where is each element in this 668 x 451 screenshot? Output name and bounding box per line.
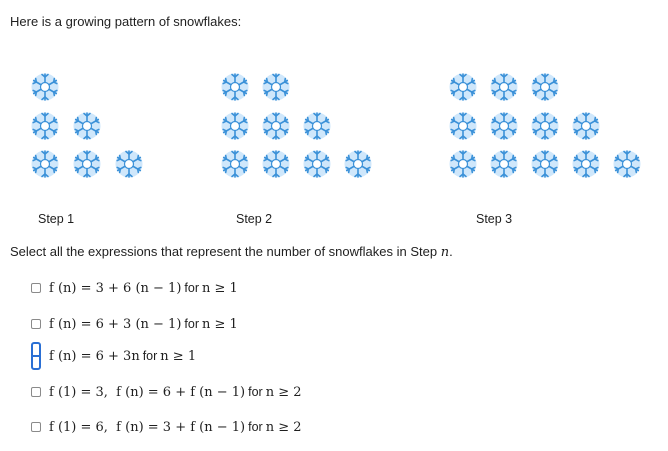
- option-expression: f (n) = 6 + 3 (n − 1): [49, 316, 182, 332]
- question-prompt: [10, 244, 453, 260]
- answer-option-5[interactable]: [31, 417, 302, 437]
- snowflake-icon: [114, 149, 144, 179]
- option-condition: n ≥ 1: [202, 280, 238, 296]
- prompt-text: Select all the expressions that represent the number of snowflakes in Step: [10, 244, 441, 259]
- snowflake-icon: [343, 149, 373, 179]
- snowflake-icon: [261, 149, 291, 179]
- option-expression: f (n) = 3 + 6 (n − 1): [49, 280, 182, 296]
- option-condition: n ≥ 1: [202, 316, 238, 332]
- option-expression: f (n) = 6 + 3n: [49, 348, 140, 364]
- answer-option-2[interactable]: [31, 314, 238, 334]
- snowflake-icon: [30, 111, 60, 141]
- snowflake-icon: [302, 149, 332, 179]
- option-for: for: [184, 281, 199, 295]
- snowflake-icon: [30, 72, 60, 102]
- snowflake-icon: [530, 111, 560, 141]
- snowflake-icon: [261, 111, 291, 141]
- snowflake-icon: [571, 111, 601, 141]
- checkbox[interactable]: [31, 387, 41, 397]
- snowflake-icon: [220, 149, 250, 179]
- snowflake-icon: [261, 72, 291, 102]
- option-for: for: [248, 385, 263, 399]
- option-condition: n ≥ 2: [265, 384, 302, 400]
- option-expression: f (1) = 3, f (n) = 6 + f (n − 1): [49, 384, 246, 400]
- snowflake-icon: [302, 111, 332, 141]
- snowflake-icon: [448, 149, 478, 179]
- snowflake-icon: [489, 149, 519, 179]
- snowflake-icon: [220, 72, 250, 102]
- option-condition: n ≥ 1: [160, 348, 197, 364]
- step-3-label: Step 3: [476, 212, 513, 226]
- step-1-label: Step 1: [38, 212, 75, 226]
- option-for: for: [184, 317, 199, 331]
- step-2-label: Step 2: [236, 212, 273, 226]
- snowflake-icon: [448, 72, 478, 102]
- answer-option-3[interactable]: [31, 346, 196, 366]
- option-condition: n ≥ 2: [265, 419, 302, 435]
- answer-option-4[interactable]: [31, 382, 302, 402]
- snowflake-icon: [220, 111, 250, 141]
- snowflake-icon: [612, 149, 642, 179]
- option-expression: f (1) = 6, f (n) = 3 + f (n − 1): [49, 419, 246, 435]
- snowflake-icon: [530, 72, 560, 102]
- snowflake-icon: [448, 111, 478, 141]
- checkbox[interactable]: [31, 319, 41, 329]
- snowflake-icon: [530, 149, 560, 179]
- snowflake-icon: [72, 149, 102, 179]
- snowflake-icon: [489, 111, 519, 141]
- snowflake-icon: [571, 149, 601, 179]
- option-for: for: [248, 420, 263, 434]
- intro-text: Here is a growing pattern of snowflakes:: [10, 14, 242, 29]
- checkbox[interactable]: [31, 422, 41, 432]
- snowflake-icon: [72, 111, 102, 141]
- snowflake-icon: [30, 149, 60, 179]
- checkbox-focused[interactable]: [31, 342, 41, 370]
- snowflake-icon: [489, 72, 519, 102]
- answer-option-1[interactable]: [31, 278, 238, 298]
- option-for: for: [142, 349, 158, 363]
- checkbox[interactable]: [31, 283, 41, 293]
- prompt-variable: n: [440, 245, 450, 260]
- prompt-period: .: [449, 244, 453, 259]
